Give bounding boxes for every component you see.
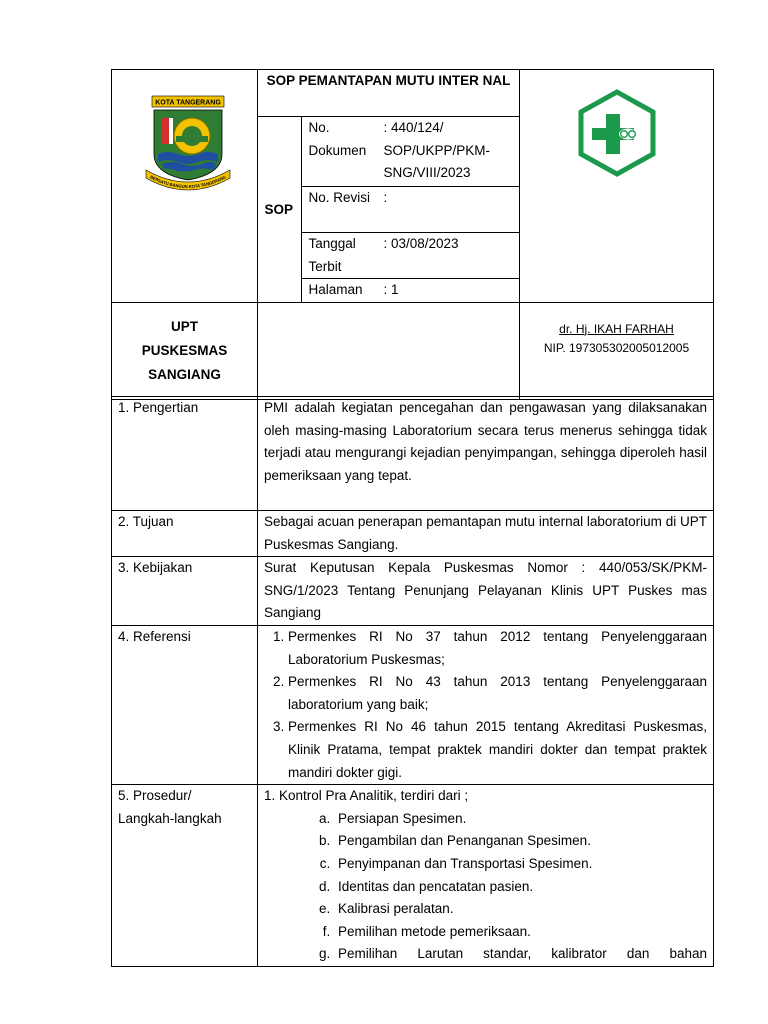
prosedur-list [264,808,707,966]
field-value: : [379,187,520,233]
list-item: d. Identitas dan pencatatan pasien. [334,876,707,899]
city-banner-text: KOTA TANGERANG [155,99,221,107]
field-value: : 03/08/2023 [379,233,520,279]
signatory-cell [520,302,714,399]
organization-name: UPT PUSKESMAS SANGIANG [141,318,228,382]
fields-inner [301,116,520,303]
header-middle-cell [258,70,520,303]
table-row [112,785,714,967]
list-item: e. Kalibrasi peralatan. [334,898,707,921]
sop-label-cell [257,117,301,303]
section-label-tujuan: 2. Tujuan [112,511,258,557]
city-motto-text: BERSATU BANGUN KOTA TANGERANG [149,174,227,190]
header-fields-table [257,116,519,303]
section-body-referensi [258,625,714,784]
list-item: 3. Permenkes RI No 46 tahun 2015 tentang Akreditasi Puskesmas, Klinik Pratama, tempat praktek mandiri dokter dan tempat praktek mandiri dokter gigi. [288,716,707,784]
section-body-prosedur [258,785,714,967]
header-table [111,69,714,400]
right-logo-cell [520,70,714,303]
list-item: f. Pemilihan metode pemeriksaan. [334,921,707,944]
section-label-referensi: 4. Referensi [112,625,258,784]
field-label: Halaman [301,279,379,303]
blank-cell [258,302,520,399]
table-row [112,511,714,557]
section-text-kebijakan: Surat Keputusan Kepala Puskesmas Nomor : 440/053/SK/PKM-SNG/1/2023 Tentang Penunjang Pelayanan Klinis UPT Puskes mas Sangiang [258,557,714,626]
field-label: No. Revisi [301,187,379,233]
field-label: No. Dokumen [301,117,379,187]
list-item: c. Penyimpanan dan Transportasi Spesimen. [334,853,707,876]
content-table [111,396,714,967]
signatory-nip: NIP. 197305302005012005 [543,340,690,355]
signatory-name: dr. Hj. IKAH FARHAH [559,321,674,336]
section-label-kebijakan: 3. Kebijakan [112,557,258,626]
section-label-pengertian: 1. Pengertian [112,397,258,511]
kota-tangerang-emblem-icon [112,70,258,210]
list-item: g. Pemilihan Larutan standar, kalibrator dan bahan [334,943,707,966]
puskesmas-logo-icon [520,70,714,180]
section-text-tujuan: Sebagai acuan penerapan pemantapan mutu internal laboratorium di UPT Puskesmas Sangiang. [258,511,714,557]
fields-cell [301,117,519,303]
org-cell [112,302,258,399]
field-value: : 440/124/ SOP/UKPP/PKM-SNG/VIII/2023 [379,117,520,187]
table-row [112,625,714,784]
list-item: b. Pengambilan dan Penanganan Spesimen. [334,830,707,853]
sop-label: SOP [264,202,293,218]
left-logo-cell [112,70,258,303]
field-value: : 1 [379,279,520,303]
section-label-prosedur: 5. Prosedur/ Langkah-langkah [112,785,258,967]
referensi-list [264,626,707,784]
section-text-pengertian: PMI adalah kegiatan pencegahan dan pengawasan yang dilaksanakan oleh masing-masing Laboratorium secara terus menerus sehingga tidak terjadi atau mengurangi kejadian penyimpangan, sehingga diperoleh hasil pemeriksaan yang tepat. [258,397,714,511]
table-row [112,557,714,626]
list-item: 1. Permenkes RI No 37 tahun 2012 tentang Penyelenggaraan Laboratorium Puskesmas; [288,626,707,671]
prosedur-heading: 1. Kontrol Pra Analitik, terdiri dari ; [264,788,469,804]
list-item: 2. Permenkes RI No 43 tahun 2013 tentang Penyelenggaraan laboratorium yang baik; [288,671,707,716]
field-label: Tanggal Terbit [301,233,379,279]
table-row [112,397,714,511]
list-item: a. Persiapan Spesimen. [334,808,707,831]
document-title: SOP PEMANTAPAN MUTU INTER NAL [266,73,511,88]
